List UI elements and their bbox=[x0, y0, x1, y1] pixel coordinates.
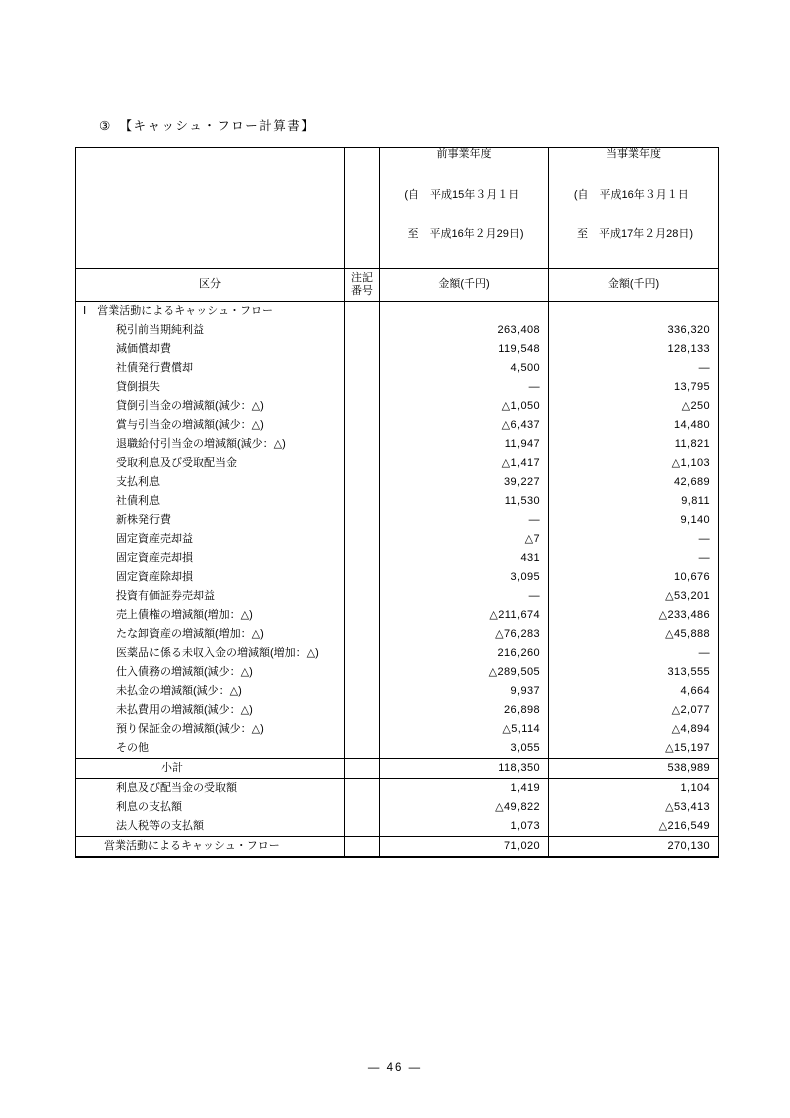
curr-amount-cell: 13,795 bbox=[549, 378, 719, 397]
curr-amount-cell: △233,486 bbox=[549, 606, 719, 625]
curr-amount-cell: 11,821 bbox=[549, 435, 719, 454]
row-label: 税引前当期純利益 bbox=[76, 321, 345, 340]
blank-cell bbox=[76, 148, 345, 269]
table-row bbox=[76, 454, 719, 473]
blank-cell bbox=[345, 148, 380, 269]
row-note-cell bbox=[345, 511, 380, 530]
row-label: 投資有価証券売却益 bbox=[76, 587, 345, 606]
table-row bbox=[76, 606, 719, 625]
row-label: 減価償却費 bbox=[76, 340, 345, 359]
curr-amount-cell: — bbox=[549, 644, 719, 663]
row-note-cell bbox=[345, 378, 380, 397]
curr-amount-cell: △2,077 bbox=[549, 701, 719, 720]
prev-amount-cell: △49,822 bbox=[380, 798, 549, 817]
curr-amount-cell: 538,989 bbox=[549, 758, 719, 778]
curr-period-title: 当事業年度 bbox=[606, 148, 661, 160]
curr-amount-cell: 4,664 bbox=[549, 682, 719, 701]
table-row bbox=[76, 778, 719, 798]
prev-amount-cell: △289,505 bbox=[380, 663, 549, 682]
table-row bbox=[76, 511, 719, 530]
row-label: 固定資産売却益 bbox=[76, 530, 345, 549]
prev-amount-cell: 3,095 bbox=[380, 568, 549, 587]
curr-amount-cell: △45,888 bbox=[549, 625, 719, 644]
table-row bbox=[76, 836, 719, 857]
curr-amount-cell bbox=[549, 301, 719, 321]
row-note-cell bbox=[345, 682, 380, 701]
prev-amount-cell: 1,419 bbox=[380, 778, 549, 798]
prev-amount-cell: 1,073 bbox=[380, 817, 549, 837]
section-title: ③ 【キャッシュ・フロー計算書】 bbox=[99, 119, 316, 133]
row-label: 固定資産売却損 bbox=[76, 549, 345, 568]
table-row bbox=[76, 378, 719, 397]
row-note-cell bbox=[345, 720, 380, 739]
period-header-row bbox=[76, 148, 719, 269]
prev-amount-cell: — bbox=[380, 378, 549, 397]
curr-amount-cell: 336,320 bbox=[549, 321, 719, 340]
row-label: 貸倒損失 bbox=[76, 378, 345, 397]
row-label: 未払費用の増減額(減少：△) bbox=[76, 701, 345, 720]
prev-amount-cell: 119,548 bbox=[380, 340, 549, 359]
row-note-cell bbox=[345, 340, 380, 359]
row-label: 賞与引当金の増減額(減少：△) bbox=[76, 416, 345, 435]
prev-amount-cell: 118,350 bbox=[380, 758, 549, 778]
row-note-cell bbox=[345, 454, 380, 473]
table-row bbox=[76, 340, 719, 359]
row-note-cell bbox=[345, 836, 380, 857]
table-row bbox=[76, 416, 719, 435]
row-note-cell bbox=[345, 758, 380, 778]
curr-amount-cell: △4,894 bbox=[549, 720, 719, 739]
row-note-cell bbox=[345, 778, 380, 798]
prev-amount-cell: 39,227 bbox=[380, 473, 549, 492]
row-note-cell bbox=[345, 397, 380, 416]
row-note-cell bbox=[345, 530, 380, 549]
prev-amount-header: 金額(千円) bbox=[380, 268, 549, 301]
table-row bbox=[76, 549, 719, 568]
column-header-row bbox=[76, 268, 719, 301]
curr-amount-cell: — bbox=[549, 530, 719, 549]
curr-amount-cell: 313,555 bbox=[549, 663, 719, 682]
curr-amount-cell: — bbox=[549, 549, 719, 568]
row-label: 社債利息 bbox=[76, 492, 345, 511]
row-note-cell bbox=[345, 739, 380, 759]
prev-amount-cell: △5,114 bbox=[380, 720, 549, 739]
prev-amount-cell: △211,674 bbox=[380, 606, 549, 625]
row-label: 社債発行費償却 bbox=[76, 359, 345, 378]
page-number: — 46 — bbox=[367, 1062, 423, 1074]
curr-amount-cell: △15,197 bbox=[549, 739, 719, 759]
row-label: 固定資産除却損 bbox=[76, 568, 345, 587]
prev-amount-cell: 216,260 bbox=[380, 644, 549, 663]
row-note-cell bbox=[345, 644, 380, 663]
prev-amount-cell: △1,050 bbox=[380, 397, 549, 416]
curr-amount-header: 金額(千円) bbox=[549, 268, 719, 301]
curr-amount-cell: 42,689 bbox=[549, 473, 719, 492]
row-note-cell bbox=[345, 663, 380, 682]
prev-amount-cell bbox=[380, 301, 549, 321]
row-label: 預り保証金の増減額(減少：△) bbox=[76, 720, 345, 739]
prev-amount-cell: 26,898 bbox=[380, 701, 549, 720]
prev-period-dates: (自 平成15年３月１日 至 平成16年２月29日) bbox=[404, 188, 524, 241]
row-note-cell bbox=[345, 701, 380, 720]
row-note-cell bbox=[345, 817, 380, 837]
prev-amount-cell: 71,020 bbox=[380, 836, 549, 857]
prev-amount-cell: 4,500 bbox=[380, 359, 549, 378]
row-label: 未払金の増減額(減少：△) bbox=[76, 682, 345, 701]
curr-amount-cell: △216,549 bbox=[549, 817, 719, 837]
category-header: 区分 bbox=[76, 268, 345, 301]
row-note-cell bbox=[345, 587, 380, 606]
curr-amount-cell: △53,201 bbox=[549, 587, 719, 606]
prev-amount-cell: — bbox=[380, 587, 549, 606]
table-row bbox=[76, 682, 719, 701]
prev-amount-cell: 11,947 bbox=[380, 435, 549, 454]
row-note-cell bbox=[345, 492, 380, 511]
curr-amount-cell: 1,104 bbox=[549, 778, 719, 798]
table-row bbox=[76, 739, 719, 759]
row-label: 利息の支払額 bbox=[76, 798, 345, 817]
row-label: 小計 bbox=[76, 758, 345, 778]
prev-amount-cell: 9,937 bbox=[380, 682, 549, 701]
row-label: Ⅰ 営業活動によるキャッシュ・フロー bbox=[76, 301, 345, 321]
curr-amount-cell: 14,480 bbox=[549, 416, 719, 435]
row-label: 支払利息 bbox=[76, 473, 345, 492]
row-label: その他 bbox=[76, 739, 345, 759]
table-row bbox=[76, 663, 719, 682]
note-number-header: 注記 番号 bbox=[345, 268, 380, 301]
table-row bbox=[76, 701, 719, 720]
prev-amount-cell: △7 bbox=[380, 530, 549, 549]
curr-amount-cell: △53,413 bbox=[549, 798, 719, 817]
row-note-cell bbox=[345, 321, 380, 340]
curr-amount-cell: 270,130 bbox=[549, 836, 719, 857]
table-row bbox=[76, 301, 719, 321]
cash-flow-table bbox=[75, 147, 719, 858]
row-note-cell bbox=[345, 301, 380, 321]
curr-amount-cell: △1,103 bbox=[549, 454, 719, 473]
prev-amount-cell: △76,283 bbox=[380, 625, 549, 644]
table-row bbox=[76, 397, 719, 416]
table-row bbox=[76, 798, 719, 817]
table-row bbox=[76, 758, 719, 778]
prev-amount-cell: 263,408 bbox=[380, 321, 549, 340]
table-row bbox=[76, 644, 719, 663]
row-note-cell bbox=[345, 435, 380, 454]
fiscal-year-curr-header bbox=[549, 148, 719, 269]
row-note-cell bbox=[345, 625, 380, 644]
row-note-cell bbox=[345, 416, 380, 435]
row-note-cell bbox=[345, 798, 380, 817]
row-label: 売上債権の増減額(増加：△) bbox=[76, 606, 345, 625]
table-row bbox=[76, 492, 719, 511]
table-row bbox=[76, 435, 719, 454]
prev-amount-cell: △1,417 bbox=[380, 454, 549, 473]
curr-amount-cell: 128,133 bbox=[549, 340, 719, 359]
row-note-cell bbox=[345, 568, 380, 587]
curr-amount-cell: — bbox=[549, 359, 719, 378]
prev-amount-cell: 11,530 bbox=[380, 492, 549, 511]
row-label: たな卸資産の増減額(増加：△) bbox=[76, 625, 345, 644]
prev-amount-cell: 431 bbox=[380, 549, 549, 568]
row-note-cell bbox=[345, 549, 380, 568]
curr-amount-cell: 9,140 bbox=[549, 511, 719, 530]
table-row bbox=[76, 817, 719, 837]
prev-amount-cell: — bbox=[380, 511, 549, 530]
curr-amount-cell: 10,676 bbox=[549, 568, 719, 587]
prev-amount-cell: 3,055 bbox=[380, 739, 549, 759]
table-row bbox=[76, 530, 719, 549]
prev-amount-cell: △6,437 bbox=[380, 416, 549, 435]
table-row bbox=[76, 473, 719, 492]
curr-amount-cell: △250 bbox=[549, 397, 719, 416]
row-label: 受取利息及び受取配当金 bbox=[76, 454, 345, 473]
row-label: 法人税等の支払額 bbox=[76, 817, 345, 837]
row-label: 退職給付引当金の増減額(減少：△) bbox=[76, 435, 345, 454]
row-note-cell bbox=[345, 606, 380, 625]
table-row bbox=[76, 625, 719, 644]
row-note-cell bbox=[345, 473, 380, 492]
row-label: 貸倒引当金の増減額(減少：△) bbox=[76, 397, 345, 416]
row-label: 営業活動によるキャッシュ・フロー bbox=[76, 836, 345, 857]
curr-period-dates: (自 平成16年３月１日 至 平成17年２月28日) bbox=[573, 188, 694, 241]
table-row bbox=[76, 720, 719, 739]
fiscal-year-prev-header bbox=[380, 148, 549, 269]
prev-period-title: 前事業年度 bbox=[436, 148, 492, 160]
table-row bbox=[76, 568, 719, 587]
row-label: 利息及び配当金の受取額 bbox=[76, 778, 345, 798]
table-row bbox=[76, 321, 719, 340]
curr-amount-cell: 9,811 bbox=[549, 492, 719, 511]
row-note-cell bbox=[345, 359, 380, 378]
table-row bbox=[76, 587, 719, 606]
row-label: 新株発行費 bbox=[76, 511, 345, 530]
row-label: 仕入債務の増減額(減少：△) bbox=[76, 663, 345, 682]
row-label: 医薬品に係る未収入金の増減額(増加：△) bbox=[76, 644, 345, 663]
table-row bbox=[76, 359, 719, 378]
